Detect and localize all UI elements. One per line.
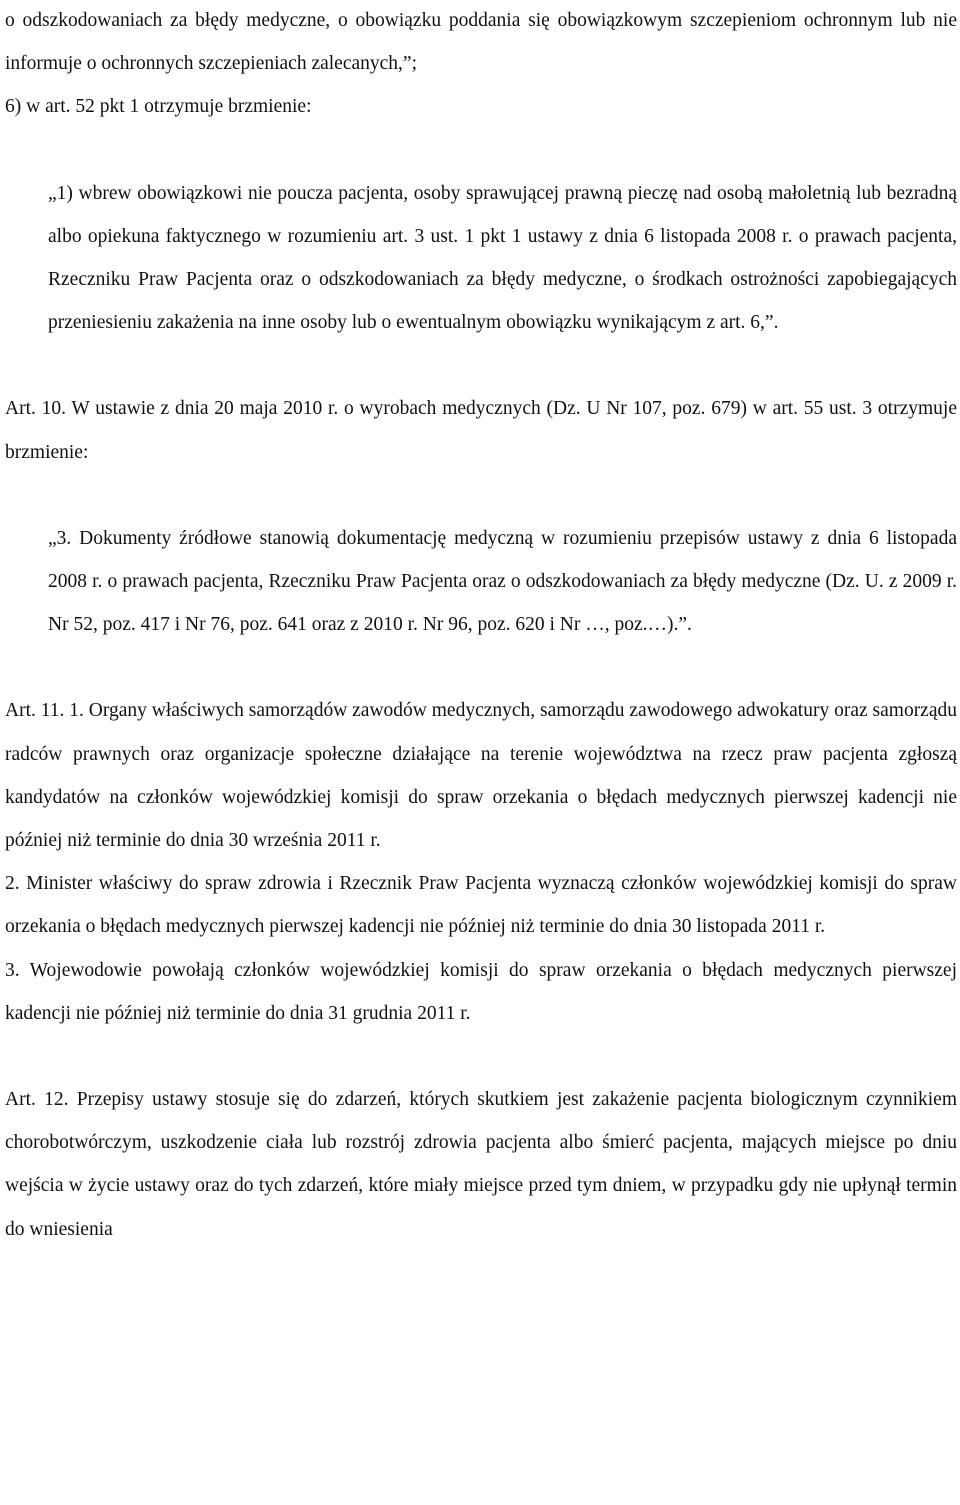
paragraph-quoted-ust-3: „3. Dokumenty źródłowe stanowią dokumentację medyczną w rozumieniu przepisów ustawy z dnia 6 listopada 2008 r. o prawach pacjenta, Rzeczniku Praw Pacjenta oraz o odszkodowaniach za błędy medyczne (Dz. U. z 2009 r. Nr 52, poz. 417 i Nr 76, poz. 641 oraz z 2010 r. Nr 96, poz. 620 i Nr …, poz.…).”. (48, 527, 957, 636)
paragraph-continuation: o odszkodowaniach za błędy medyczne, o obowiązku poddania się obowiązkowym szczepieniom ochronnym lub nie informuje o ochronnych szczepieniach zalecanych,”; (5, 10, 957, 75)
paragraph-art-11-ust-2: 2. Minister właściwy do spraw zdrowia i Rzecznik Praw Pacjenta wyznaczą członków wojewódzkiej komisji do spraw orzekania o błędach medycznych pierwszej kadencji nie później niż terminie do dnia 30 listopada 2011 r. (5, 873, 957, 938)
paragraph-quoted-point-1: „1) wbrew obowiązkowi nie poucza pacjenta, osoby sprawującej prawną pieczę nad osobą małoletnią lub bezradną albo opiekuna faktycznego w rozumieniu art. 3 ust. 1 pkt 1 ustawy z dnia 6 listopada 2008 r. o prawach pacjenta, Rzeczniku Praw Pacjenta oraz o odszkodowaniach za błędy medyczne, o środkach ostrożności zapobiegających przeniesieniu zakażenia na inne osoby lub o ewentualnym obowiązku wynikającym z art. 6,”. (48, 182, 957, 334)
paragraph-art-12: Art. 12. Przepisy ustawy stosuje się do zdarzeń, których skutkiem jest zakażenie pacjenta biologicznym czynnikiem chorobotwórczym, uszkodzenie ciała lub rozstrój zdrowia pacjenta albo śmierć pacjenta, mających miejsce po dniu wejścia w życie ustawy oraz do tych zdarzeń, które miały miejsce przed tym dniem, w przypadku gdy nie upłynął termin do wniesienia (5, 1089, 957, 1240)
paragraph-point-6: 6) w art. 52 pkt 1 otrzymuje brzmienie: (5, 96, 312, 118)
paragraph-art-11-ust-1: Art. 11. 1. Organy właściwych samorządów zawodów medycznych, samorządu zawodowego adwokatury oraz samorządu radców prawnych oraz organizacje społeczne działające na terenie województwa na rzecz praw pacjenta zgłoszą kandydatów na członków wojewódzkiej komisji do spraw orzekania o błędach medycznych pierwszej kadencji nie później niż terminie do dnia 30 września 2011 r. (5, 700, 957, 852)
paragraph-art-10: Art. 10. W ustawie z dnia 20 maja 2010 r. o wyrobach medycznych (Dz. U Nr 107, poz. 679) w art. 55 ust. 3 otrzymuje brzmienie: (5, 398, 957, 463)
paragraph-art-11-ust-3: 3. Wojewodowie powołają członków wojewódzkiej komisji do spraw orzekania o błędach medycznych pierwszej kadencji nie później niż terminie do dnia 31 grudnia 2011 r. (5, 959, 957, 1024)
